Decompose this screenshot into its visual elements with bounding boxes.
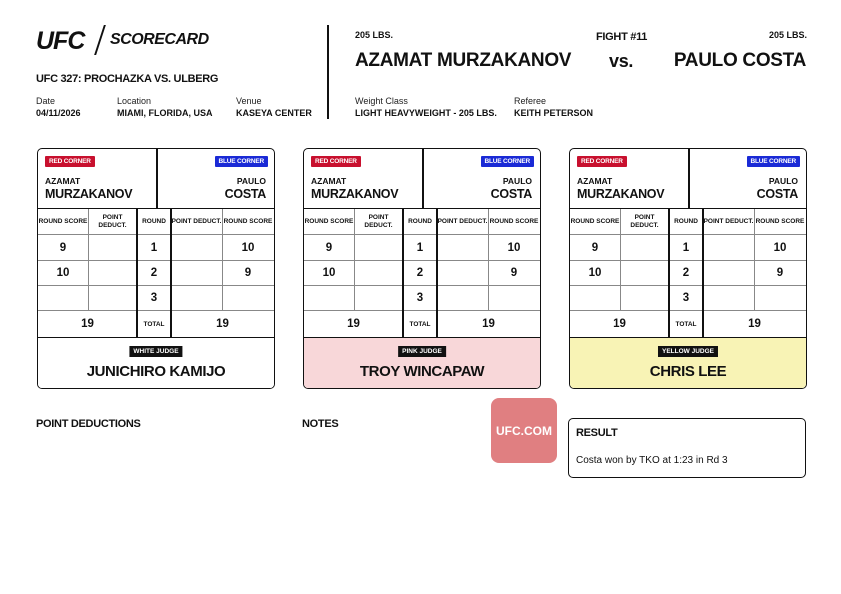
versus: vs. xyxy=(609,51,634,71)
red-round-score xyxy=(304,286,354,310)
red-point-deduction xyxy=(354,235,403,260)
round-row xyxy=(304,286,540,311)
location-label: Location xyxy=(117,96,152,106)
round-row xyxy=(570,235,806,261)
red-corner-badge: RED CORNER xyxy=(577,156,627,167)
red-round-score-header: ROUND SCORE xyxy=(570,217,620,225)
referee-label: Referee xyxy=(514,96,547,106)
blue-round-score: 9 xyxy=(776,267,784,279)
round-row xyxy=(38,261,274,286)
blue-round-score-header: ROUND SCORE xyxy=(223,217,273,225)
grid-divider xyxy=(436,209,438,337)
grid-divider xyxy=(88,209,89,311)
round-header: ROUND xyxy=(408,217,432,225)
round-header: ROUND xyxy=(142,217,166,225)
blue-point-deduction xyxy=(171,261,222,285)
judge-scorecard-1 xyxy=(37,148,275,389)
round-row xyxy=(570,286,806,311)
red-point-deduction xyxy=(620,235,669,260)
judge-badge: PINK JUDGE xyxy=(398,346,446,357)
round-row xyxy=(304,235,540,261)
red-last-name: MURZAKANOV xyxy=(45,187,133,201)
round-row xyxy=(38,286,274,311)
red-point-deduction xyxy=(88,261,137,285)
blue-round-score-header: ROUND SCORE xyxy=(755,217,805,225)
blue-point-deduct-header: POINT DEDUCT. xyxy=(703,217,754,225)
grid-divider xyxy=(754,209,755,311)
red-point-deduction xyxy=(88,235,137,260)
round-number: 3 xyxy=(416,292,424,304)
result-text: Costa won by TKO at 1:23 in Rd 3 xyxy=(576,455,728,466)
red-last-name: MURZAKANOV xyxy=(311,187,399,201)
grid-divider xyxy=(136,209,138,337)
grid-header-row xyxy=(570,209,806,235)
blue-point-deduction xyxy=(703,261,754,285)
blue-round-score: 9 xyxy=(510,267,518,279)
red-round-score xyxy=(38,286,88,310)
blue-point-deduction xyxy=(703,235,754,260)
round-number: 1 xyxy=(416,241,424,254)
venue-value: KASEYA CENTER xyxy=(236,108,312,118)
ufc-logo: UFC xyxy=(36,27,85,55)
total-row xyxy=(304,311,540,337)
judge-badge: WHITE JUDGE xyxy=(129,346,182,357)
fighters-header xyxy=(38,149,274,209)
round-row xyxy=(38,235,274,261)
blue-round-score: 10 xyxy=(507,241,521,254)
blue-point-deduction xyxy=(437,235,488,260)
judge-name: TROY WINCAPAW xyxy=(359,363,485,380)
blue-round-score xyxy=(222,286,274,310)
grid-divider xyxy=(488,209,489,311)
grid-divider xyxy=(170,209,172,337)
judge-area xyxy=(38,337,274,389)
ufc-com-stamp: UFC.COM xyxy=(491,398,557,463)
blue-total: 19 xyxy=(482,318,495,330)
red-round-score: 10 xyxy=(588,267,602,279)
grid-header-row xyxy=(38,209,274,235)
blue-point-deduction xyxy=(437,261,488,285)
judge-area xyxy=(570,337,806,389)
grid-divider xyxy=(222,209,223,311)
red-point-deduction xyxy=(620,286,669,310)
blue-corner-badge: BLUE CORNER xyxy=(215,156,268,167)
judge-area xyxy=(304,337,540,389)
grid-divider xyxy=(702,209,704,337)
red-last-name: MURZAKANOV xyxy=(577,187,665,201)
blue-point-deduction xyxy=(171,235,222,260)
total-label: TOTAL xyxy=(143,320,165,328)
weight-class-value: LIGHT HEAVYWEIGHT - 205 LBS. xyxy=(355,108,497,118)
total-label: TOTAL xyxy=(409,320,431,328)
grid-divider xyxy=(668,209,670,337)
blue-last-name: COSTA xyxy=(490,187,532,201)
red-round-score xyxy=(570,286,620,310)
location-value: MIAMI, FLORIDA, USA xyxy=(117,108,213,118)
grid-divider xyxy=(354,209,355,311)
round-number: 2 xyxy=(416,267,424,279)
logo-divider xyxy=(94,25,106,55)
round-number: 2 xyxy=(150,267,158,279)
red-point-deduction xyxy=(88,286,137,310)
result-box xyxy=(568,418,806,478)
red-total: 19 xyxy=(81,318,94,330)
date-label: Date xyxy=(36,96,56,106)
red-point-deduct-header: POINT DEDUCT. xyxy=(98,213,127,229)
blue-round-score xyxy=(488,286,540,310)
red-round-score-header: ROUND SCORE xyxy=(38,217,88,225)
red-first-name: AZAMAT xyxy=(577,176,613,186)
grid-header-row xyxy=(304,209,540,235)
round-number: 1 xyxy=(150,241,158,254)
date-value: 04/11/2026 xyxy=(36,108,81,118)
judge-name: CHRIS LEE xyxy=(649,363,727,380)
red-corner-badge: RED CORNER xyxy=(311,156,361,167)
red-round-score: 9 xyxy=(325,241,333,254)
red-weight: 205 LBS. xyxy=(355,30,394,40)
blue-last-name: COSTA xyxy=(756,187,798,201)
fight-number: FIGHT #11 xyxy=(596,31,648,43)
blue-total: 19 xyxy=(216,318,229,330)
blue-first-name: PAULO xyxy=(236,176,266,186)
grid-divider xyxy=(620,209,621,311)
referee-value: KEITH PETERSON xyxy=(514,108,594,118)
blue-round-score: 9 xyxy=(244,267,252,279)
round-row xyxy=(570,261,806,286)
round-number: 2 xyxy=(682,267,690,279)
blue-corner-badge: BLUE CORNER xyxy=(747,156,800,167)
blue-first-name: PAULO xyxy=(768,176,798,186)
round-row xyxy=(304,261,540,286)
event-name: UFC 327: PROCHAZKA VS. ULBERG xyxy=(36,73,219,85)
scorecard-title: SCORECARD xyxy=(110,31,209,48)
round-number: 3 xyxy=(682,292,690,304)
judge-badge: YELLOW JUDGE xyxy=(658,346,718,357)
round-header: ROUND xyxy=(674,217,698,225)
red-first-name: AZAMAT xyxy=(45,176,81,186)
red-point-deduct-header: POINT DEDUCT. xyxy=(364,213,393,229)
red-corner-badge: RED CORNER xyxy=(45,156,95,167)
blue-point-deduct-header: POINT DEDUCT. xyxy=(437,217,488,225)
red-round-score: 9 xyxy=(591,241,599,254)
blue-round-score xyxy=(754,286,806,310)
judge-name: JUNICHIRO KAMIJO xyxy=(86,363,226,380)
blue-point-deduction xyxy=(437,286,488,310)
red-total: 19 xyxy=(347,318,360,330)
blue-weight: 205 LBS. xyxy=(768,30,807,40)
blue-point-deduct-header: POINT DEDUCT. xyxy=(171,217,222,225)
red-point-deduction xyxy=(354,261,403,285)
blue-first-name: PAULO xyxy=(502,176,532,186)
grid-divider xyxy=(402,209,404,337)
judge-scorecard-3 xyxy=(569,148,807,389)
red-point-deduct-header: POINT DEDUCT. xyxy=(630,213,659,229)
round-number: 1 xyxy=(682,241,690,254)
blue-round-score: 10 xyxy=(773,241,787,254)
blue-round-score-header: ROUND SCORE xyxy=(489,217,539,225)
blue-fighter-name: PAULO COSTA xyxy=(673,50,806,71)
judge-scorecard-2 xyxy=(303,148,541,389)
red-point-deduction xyxy=(354,286,403,310)
point-deductions-title: POINT DEDUCTIONS xyxy=(36,418,141,430)
blue-total: 19 xyxy=(748,318,761,330)
blue-corner-badge: BLUE CORNER xyxy=(481,156,534,167)
blue-point-deduction xyxy=(171,286,222,310)
red-round-score: 10 xyxy=(322,267,336,279)
round-number: 3 xyxy=(150,292,158,304)
venue-label: Venue xyxy=(236,96,262,106)
red-point-deduction xyxy=(620,261,669,285)
red-total: 19 xyxy=(613,318,626,330)
fighters-header xyxy=(304,149,540,209)
total-label: TOTAL xyxy=(675,320,697,328)
red-first-name: AZAMAT xyxy=(311,176,347,186)
red-round-score: 9 xyxy=(59,241,67,254)
blue-last-name: COSTA xyxy=(224,187,266,201)
header-divider xyxy=(327,25,329,119)
total-row xyxy=(38,311,274,337)
weight-class-label: Weight Class xyxy=(355,96,408,106)
red-round-score-header: ROUND SCORE xyxy=(304,217,354,225)
total-row xyxy=(570,311,806,337)
result-label: RESULT xyxy=(576,427,618,439)
red-round-score: 10 xyxy=(56,267,70,279)
fighters-header xyxy=(570,149,806,209)
blue-round-score: 10 xyxy=(241,241,255,254)
notes-title: NOTES xyxy=(302,418,339,430)
red-fighter-name: AZAMAT MURZAKANOV xyxy=(355,50,572,71)
blue-point-deduction xyxy=(703,286,754,310)
